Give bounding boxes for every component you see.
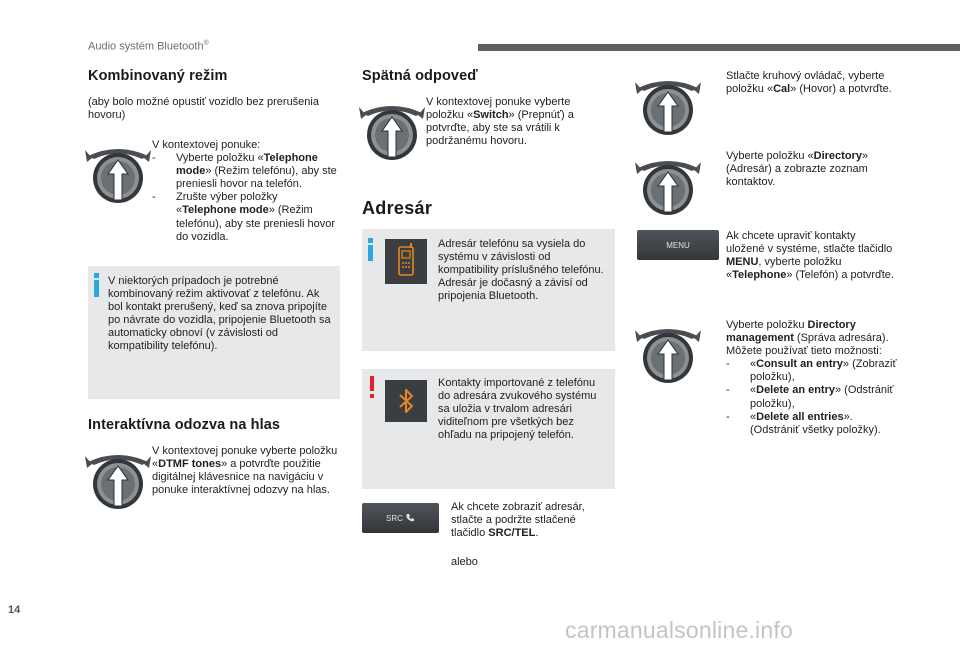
section-title-directory: Adresár bbox=[362, 198, 433, 218]
section-title-combined-mode: Kombinovaný režim bbox=[88, 68, 228, 84]
info-icon bbox=[368, 245, 373, 261]
step-item: - Vyberte položku «Telephone mode» (Režim telefónu), aby ste preniesli hovor na telefón. bbox=[152, 152, 337, 191]
section-title-voice-response: Interaktívna odozva na hlas bbox=[88, 417, 281, 433]
rotary-knob-icon bbox=[634, 70, 702, 138]
voice-response-text: V kontextovej ponuke vyberte položku «DTMF tones» a potvrďte použitie digitálnej klávesnice na navigáciu v ponuke interaktívnej odozvy na hlas. bbox=[152, 445, 338, 497]
bluetooth-icon bbox=[385, 380, 427, 422]
options-intro: Môžete používať tieto možnosti: bbox=[726, 345, 882, 358]
warning-box-directory bbox=[362, 369, 615, 489]
page-number: 14 bbox=[8, 604, 21, 616]
watermark: carmanualsonline.info bbox=[565, 617, 793, 643]
running-header: Audio systém Bluetooth® bbox=[88, 40, 209, 53]
menu-button bbox=[637, 230, 719, 260]
phone-handset-icon bbox=[405, 513, 415, 523]
edit-contacts-text: Ak chcete upraviť kontakty uložené v systéme, stlačte tlačidlo MENU, vyberte položku «Telephone» (Telefón) a potvrďte. bbox=[726, 230, 894, 282]
rotary-knob-icon bbox=[84, 138, 152, 206]
info-box-directory bbox=[362, 229, 615, 351]
src-button-label: SRC bbox=[386, 513, 403, 523]
step-item: - Zrušte výber položky «Telephone mode» (Režim telefónu), aby ste preniesli hovor do vozidla. bbox=[152, 191, 335, 243]
rotary-knob-icon bbox=[358, 95, 426, 163]
rotary-knob-icon bbox=[634, 150, 702, 218]
option-item: - «Consult an entry» (Zobraziť položku), bbox=[726, 358, 897, 384]
call-step-text: Stlačte kruhový ovládač, vyberte položku «Cal» (Hovor) a potvrďte. bbox=[726, 70, 892, 96]
src-tel-button bbox=[362, 503, 439, 533]
warning-text: Kontakty importované z telefónu do adresára zvukového systému sa uložia v trvalom adresári viditeľnom pre všetkých bez ohľadu na pripojený telefón. bbox=[438, 377, 597, 442]
combined-mode-steps bbox=[152, 139, 337, 244]
option-item: - «Delete an entry» (Odstrániť položku), bbox=[726, 384, 894, 410]
directory-management-text: Vyberte položku Directory management (Správa adresára). Môžete používať tieto možnosti: - «Consult an entry» (Zobraziť položku), - «Delete an entry» (Odstrániť položku), - «Delete all entries». (Odstrániť všetky položky). bbox=[726, 319, 897, 436]
info-text: Adresár telefónu sa vysiela do systému v závislosti od kompatibility príslušného telefónu. Adresár je dočasný a závisí od pripojenia Bluetooth. bbox=[438, 238, 604, 303]
warning-icon-dot bbox=[370, 394, 374, 398]
info-icon bbox=[94, 280, 99, 297]
steps-intro: V kontextovej ponuke: bbox=[152, 139, 261, 151]
info-icon-dot bbox=[94, 273, 99, 278]
directory-step-text: Vyberte položku «Directory» (Adresár) a zobrazte zoznam kontaktov. bbox=[726, 150, 869, 189]
rotary-knob-icon bbox=[84, 444, 152, 512]
rotary-knob-icon bbox=[634, 318, 702, 386]
warning-icon bbox=[370, 376, 374, 391]
src-tel-text: Ak chcete zobraziť adresár, stlačte a podržte stlačené tlačidlo SRC/TEL. bbox=[451, 501, 585, 540]
header-bar bbox=[478, 44, 960, 51]
or-text: alebo bbox=[451, 556, 478, 568]
info-icon-dot bbox=[368, 238, 373, 243]
phone-icon bbox=[385, 239, 427, 284]
info-box-combined-mode bbox=[88, 266, 340, 399]
option-item: - «Delete all entries». (Odstrániť všetky položky). bbox=[726, 410, 881, 436]
section-title-return-call: Spätná odpoveď bbox=[362, 68, 478, 84]
info-text: V niektorých prípadoch je potrebné kombinovaný režim aktivovať z telefónu. Ak bol kontakt prerušený, keď sa znova pripojíte po návrate do vozidla, pripojenie Bluetooth sa automaticky obnoví (v závislosti od kompatibility telefónu). bbox=[108, 275, 331, 353]
combined-mode-intro: (aby bolo možné opustiť vozidlo bez prerušenia hovoru) bbox=[88, 96, 319, 122]
return-call-text: V kontextovej ponuke vyberte položku «Switch» (Prepnúť) a potvrďte, aby ste sa vrátili k podržanému hovoru. bbox=[426, 96, 574, 148]
menu-button-label: MENU bbox=[666, 240, 690, 250]
